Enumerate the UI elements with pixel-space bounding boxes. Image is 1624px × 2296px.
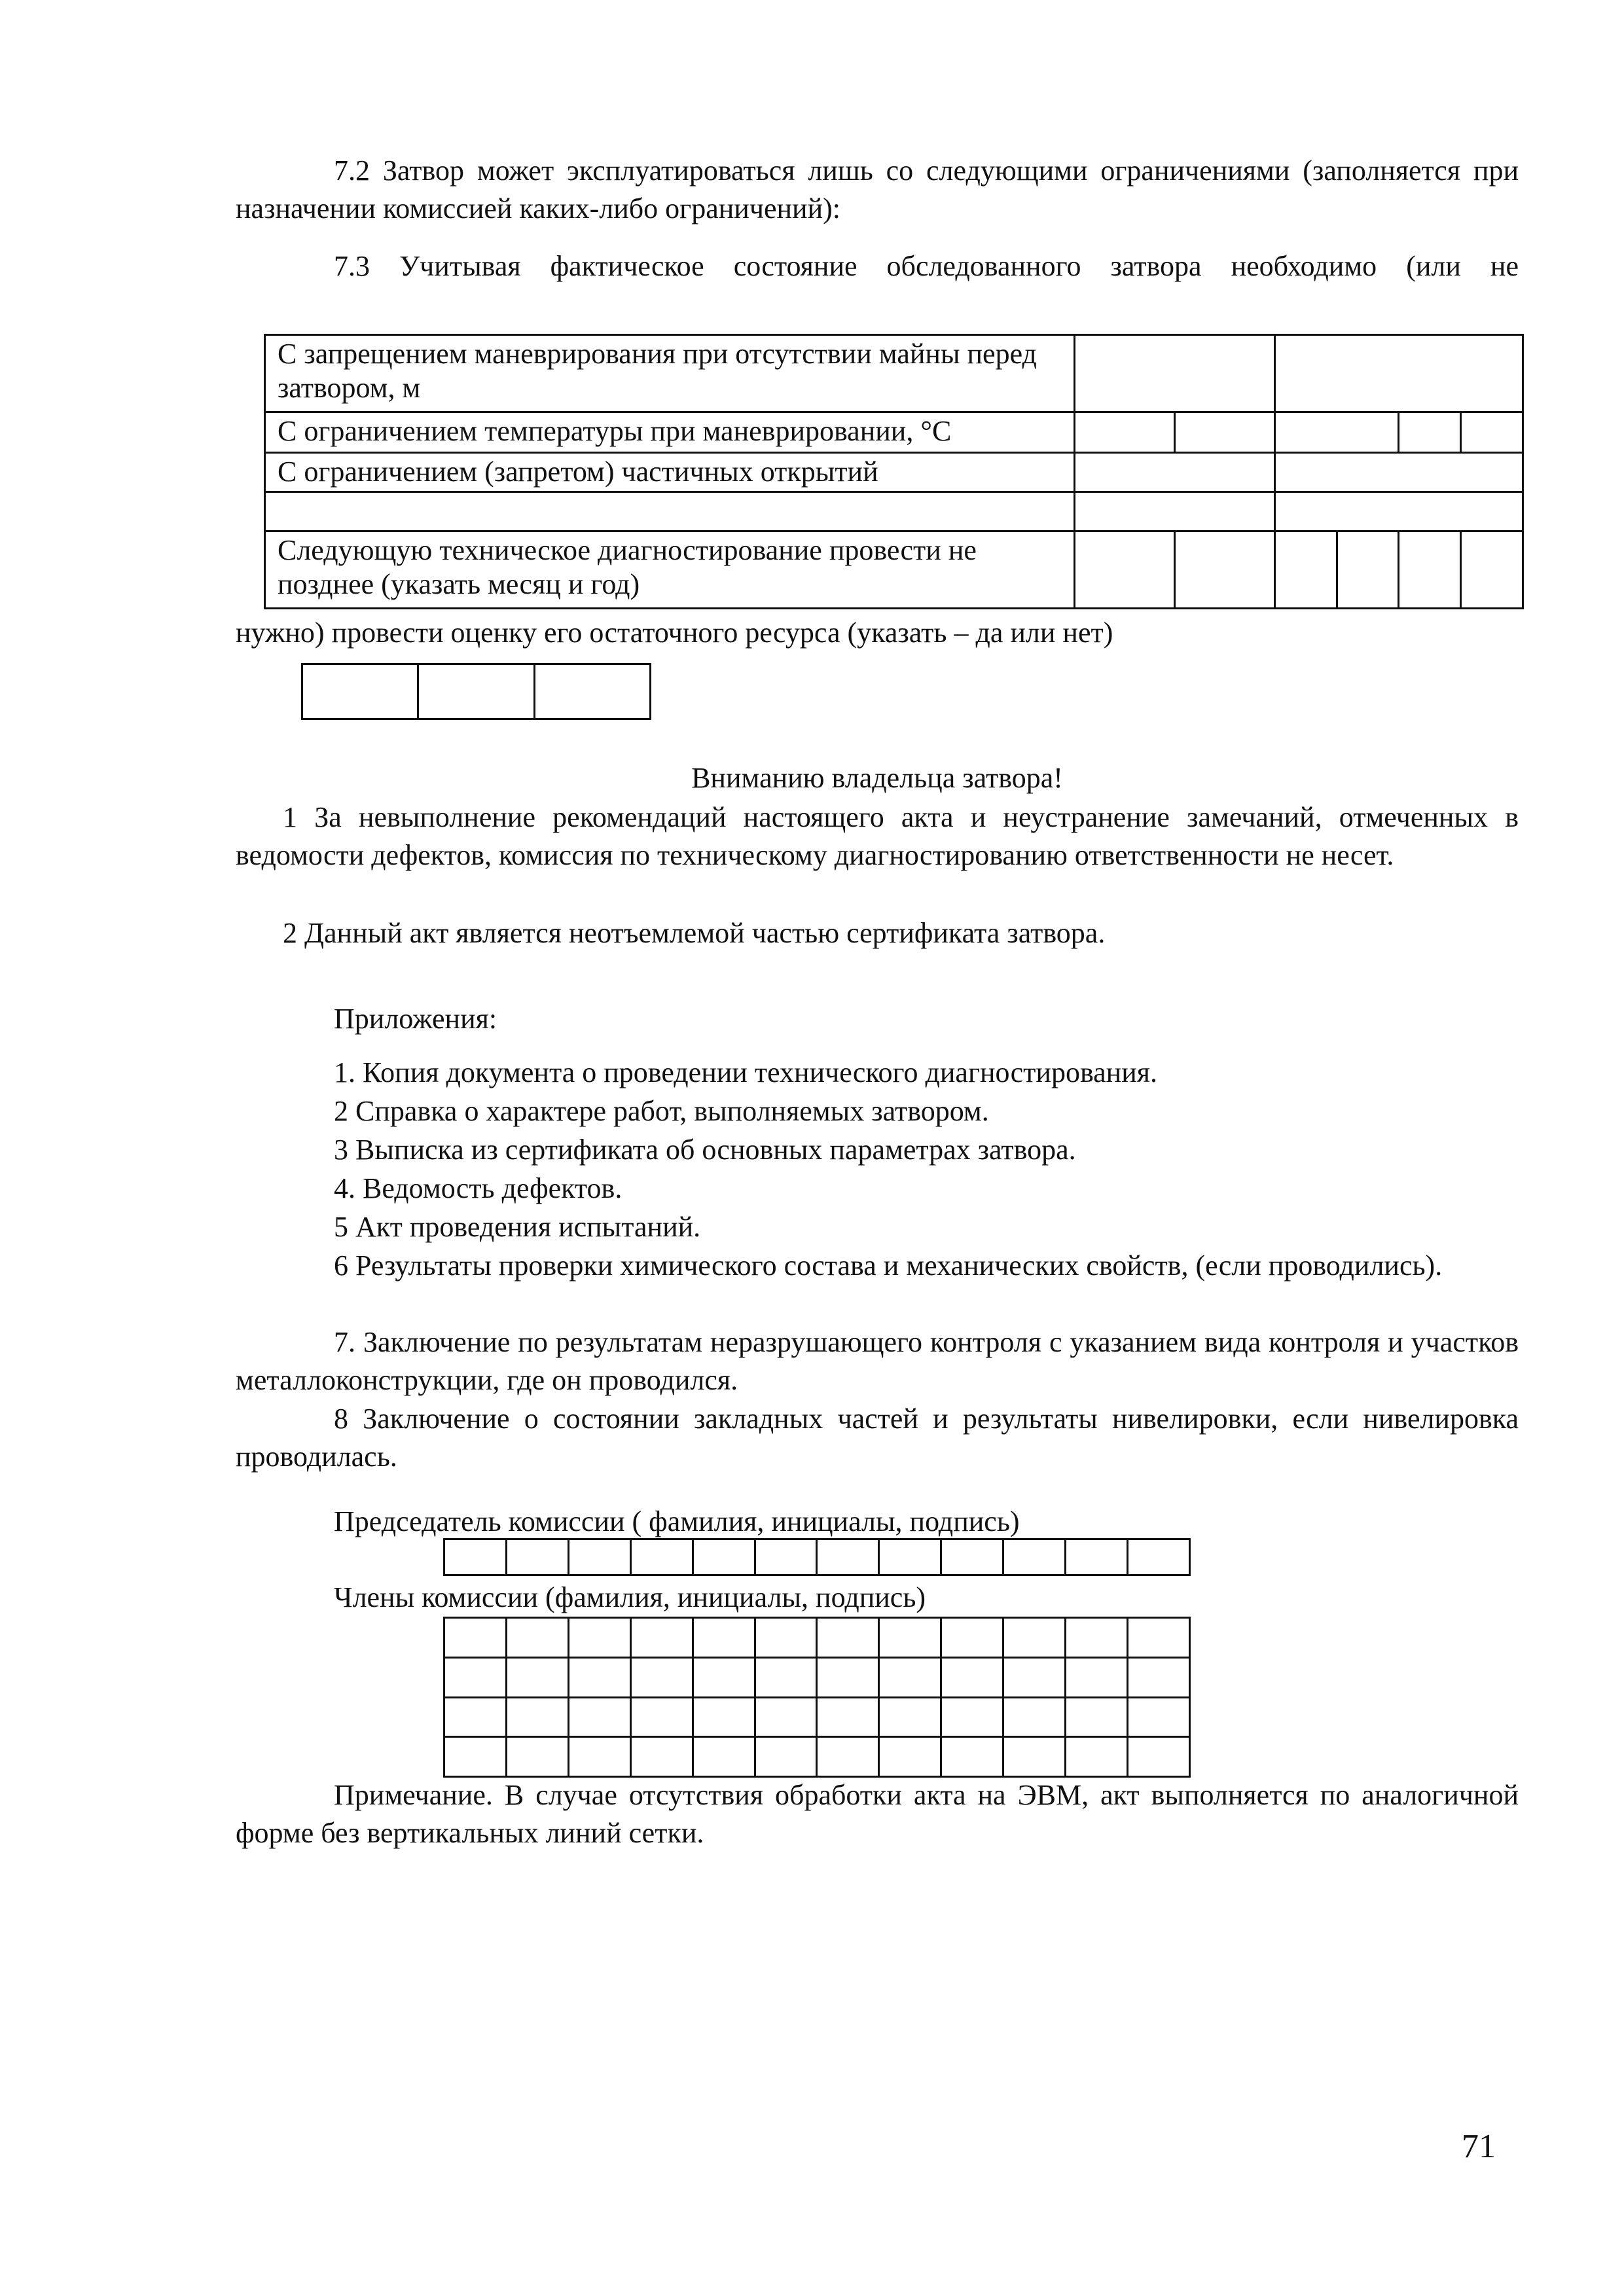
limits-row-1-label: С запрещением маневрирования при отсутствии майны перед затвором, м xyxy=(265,335,1075,412)
signature-cell[interactable] xyxy=(506,1697,568,1737)
signature-cell[interactable] xyxy=(817,1737,879,1777)
limits-row-3-cell-b[interactable] xyxy=(1274,453,1523,492)
signature-cell[interactable] xyxy=(1066,1657,1128,1697)
signature-cell[interactable] xyxy=(1127,1737,1189,1777)
signature-cell[interactable] xyxy=(879,1539,941,1575)
signature-cell[interactable] xyxy=(693,1737,755,1777)
signature-cell[interactable] xyxy=(1066,1737,1128,1777)
signature-cell[interactable] xyxy=(630,1618,693,1658)
appendix-item-7: 7. Заключение по результатам неразрушающего контроля с указанием вида контроля и участков металлоконструкции, где он проводился. xyxy=(236,1326,1519,1396)
signature-cell[interactable] xyxy=(941,1737,1003,1777)
signature-cell[interactable] xyxy=(630,1697,693,1737)
limits-row-5-cell[interactable] xyxy=(1075,531,1175,609)
limits-row-5-cell[interactable] xyxy=(1399,531,1461,609)
signature-cell[interactable] xyxy=(879,1737,941,1777)
signature-cell[interactable] xyxy=(693,1657,755,1697)
limits-row-2-cell[interactable] xyxy=(1399,412,1461,453)
limits-row-5-cell[interactable] xyxy=(1461,531,1523,609)
signature-cell[interactable] xyxy=(1003,1697,1066,1737)
limits-row-2-cell[interactable] xyxy=(1461,412,1523,453)
signature-cell[interactable] xyxy=(817,1618,879,1658)
limits-row-5-cell[interactable] xyxy=(1175,531,1275,609)
members-label: Члены комиссии (фамилия, инициалы, подпись) xyxy=(334,1581,926,1613)
signature-cell[interactable] xyxy=(755,1539,817,1575)
signature-cell[interactable] xyxy=(568,1539,630,1575)
limits-table xyxy=(264,334,1524,609)
appendix-item-1: 1. Копия документа о проведении технического диагностирования. xyxy=(334,1056,1157,1088)
signature-cell[interactable] xyxy=(941,1618,1003,1658)
section-7-3-start: 7.3 Учитывая фактическое состояние обследованного затвора необходимо (или не xyxy=(334,250,1519,282)
appendix-item-6: 6 Результаты проверки химического состава и механических свойств, (если проводились). xyxy=(334,1249,1443,1282)
signature-cell[interactable] xyxy=(506,1539,568,1575)
signature-cell[interactable] xyxy=(1066,1697,1128,1737)
signature-cell[interactable] xyxy=(817,1697,879,1737)
page-number: 71 xyxy=(1462,2128,1496,2165)
limits-row-5-cell[interactable] xyxy=(1337,531,1399,609)
limits-row-2-cell[interactable] xyxy=(1175,412,1275,453)
signature-cell[interactable] xyxy=(1003,1657,1066,1697)
resource-answer-cell[interactable] xyxy=(534,664,650,719)
signature-cell[interactable] xyxy=(755,1697,817,1737)
signature-cell[interactable] xyxy=(755,1737,817,1777)
signature-cell[interactable] xyxy=(1003,1618,1066,1658)
signature-cell[interactable] xyxy=(941,1657,1003,1697)
limits-row-1-cell-b[interactable] xyxy=(1274,335,1523,412)
appendix-item-2: 2 Справка о характере работ, выполняемых затвором. xyxy=(334,1095,989,1127)
appendix-item-4: 4. Ведомость дефектов. xyxy=(334,1172,623,1204)
signature-cell[interactable] xyxy=(879,1697,941,1737)
signature-cell[interactable] xyxy=(630,1657,693,1697)
notice-item-1: 1 За невыполнение рекомендаций настоящего акта и неустранение замечаний, отмеченных в ведомости дефектов, комиссия по техническому диагностированию ответственности не несет. xyxy=(236,801,1519,871)
notice-title: Вниманию владельца затвора! xyxy=(691,762,1063,794)
chairman-label: Председатель комиссии ( фамилия, инициалы, подпись) xyxy=(334,1505,1020,1537)
signature-cell[interactable] xyxy=(506,1737,568,1777)
appendix-item-5: 5 Акт проведения испытаний. xyxy=(334,1211,701,1243)
signature-cell[interactable] xyxy=(1003,1737,1066,1777)
signature-cell[interactable] xyxy=(1127,1618,1189,1658)
limits-row-4-cell-b[interactable] xyxy=(1274,492,1523,531)
signature-cell[interactable] xyxy=(755,1618,817,1658)
limits-row-2-label: С ограничением температуры при маневрировании, °С xyxy=(265,412,1075,453)
notice-item-2: 2 Данный акт является неотъемлемой частью сертификата затвора. xyxy=(283,917,1106,949)
signature-cell[interactable] xyxy=(1003,1539,1066,1575)
signature-cell[interactable] xyxy=(693,1618,755,1658)
appendices-title: Приложения: xyxy=(334,1003,497,1035)
signature-cell[interactable] xyxy=(817,1539,879,1575)
resource-answer-cell[interactable] xyxy=(418,664,534,719)
limits-row-3-label: С ограничением (запретом) частичных открытий xyxy=(265,453,1075,492)
note: Примечание. В случае отсутствия обработки акта на ЭВМ, акт выполняется по аналогичной форме без вертикальных линий сетки. xyxy=(236,1779,1519,1849)
signature-cell[interactable] xyxy=(630,1737,693,1777)
appendix-item-8: 8 Заключение о состоянии закладных частей и результаты нивелировки, если нивелировка проводилась. xyxy=(236,1403,1519,1473)
signature-cell[interactable] xyxy=(941,1697,1003,1737)
signature-cell[interactable] xyxy=(506,1618,568,1658)
members-signature-grid xyxy=(443,1617,1191,1778)
limits-row-1-cell-a[interactable] xyxy=(1075,335,1274,412)
limits-row-3-cell-a[interactable] xyxy=(1075,453,1274,492)
limits-row-5-label: Следующую техническое диагностирование провести не позднее (указать месяц и год) xyxy=(265,531,1075,609)
signature-cell[interactable] xyxy=(1127,1539,1189,1575)
signature-cell[interactable] xyxy=(1066,1618,1128,1658)
signature-cell[interactable] xyxy=(755,1657,817,1697)
signature-cell[interactable] xyxy=(568,1697,630,1737)
chairman-signature-grid xyxy=(443,1538,1191,1576)
limits-row-2-cell[interactable] xyxy=(1075,412,1175,453)
resource-answer-boxes xyxy=(301,663,651,720)
limits-row-4-label xyxy=(265,492,1075,531)
signature-cell[interactable] xyxy=(817,1657,879,1697)
signature-cell[interactable] xyxy=(444,1618,507,1658)
signature-cell[interactable] xyxy=(444,1737,507,1777)
limits-row-4-cell-a[interactable] xyxy=(1075,492,1274,531)
limits-row-2-cell[interactable] xyxy=(1274,412,1399,453)
signature-cell[interactable] xyxy=(1127,1697,1189,1737)
appendix-item-3: 3 Выписка из сертификата об основных параметрах затвора. xyxy=(334,1134,1076,1166)
signature-cell[interactable] xyxy=(1066,1539,1128,1575)
resource-answer-cell[interactable] xyxy=(302,664,418,719)
signature-cell[interactable] xyxy=(1127,1657,1189,1697)
signature-cell[interactable] xyxy=(444,1657,507,1697)
signature-cell[interactable] xyxy=(941,1539,1003,1575)
signature-cell[interactable] xyxy=(444,1539,507,1575)
section-7-2: 7.2 Затвор может эксплуатироваться лишь со следующими ограничениями (заполняется при назначении комиссией каких-либо ограничений): xyxy=(236,154,1519,224)
signature-cell[interactable] xyxy=(693,1539,755,1575)
section-7-3-end: нужно) провести оценку его остаточного ресурса (указать – да или нет) xyxy=(236,617,1113,649)
signature-cell[interactable] xyxy=(568,1657,630,1697)
signature-cell[interactable] xyxy=(630,1539,693,1575)
signature-cell[interactable] xyxy=(444,1697,507,1737)
signature-cell[interactable] xyxy=(693,1697,755,1737)
signature-cell[interactable] xyxy=(506,1657,568,1697)
signature-cell[interactable] xyxy=(568,1737,630,1777)
limits-row-5-cell[interactable] xyxy=(1274,531,1337,609)
signature-cell[interactable] xyxy=(879,1618,941,1658)
signature-cell[interactable] xyxy=(568,1618,630,1658)
signature-cell[interactable] xyxy=(879,1657,941,1697)
